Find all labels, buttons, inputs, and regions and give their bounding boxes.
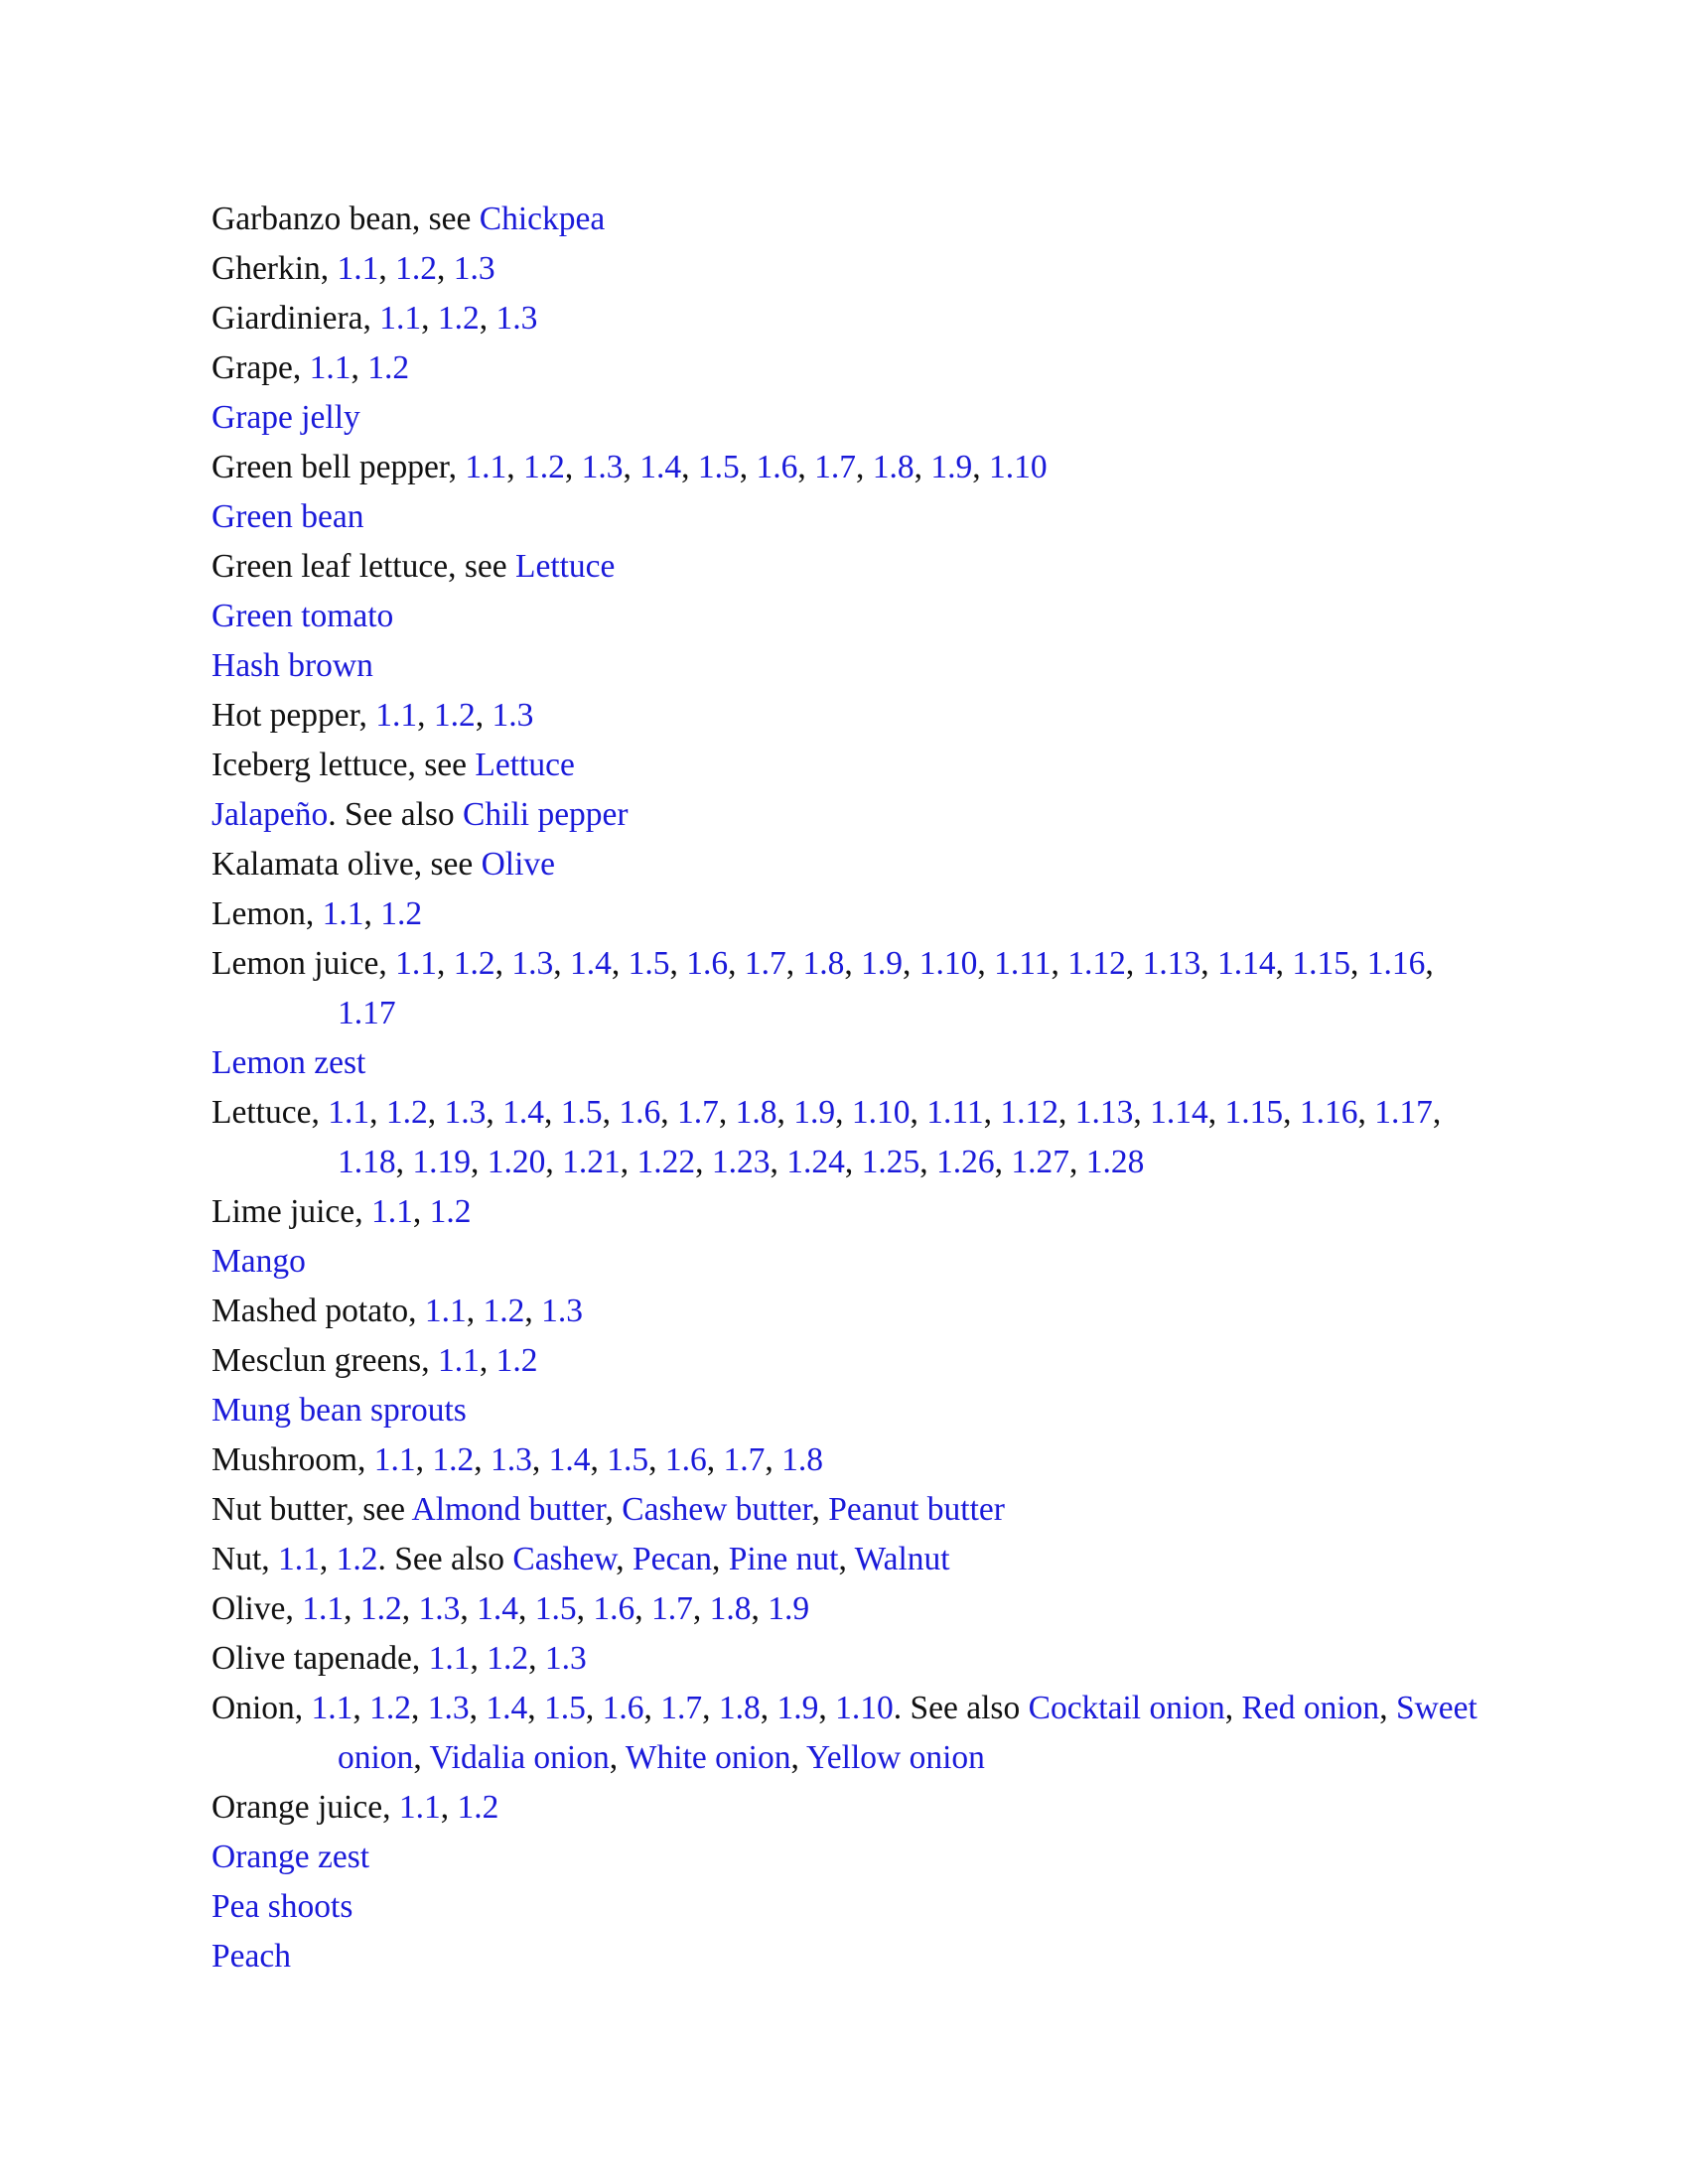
page-ref-link[interactable]: 1.4	[639, 449, 682, 485]
page-ref-link[interactable]: 1.1	[311, 1690, 353, 1726]
page-ref-link[interactable]: 1.4	[486, 1690, 528, 1726]
page-ref-link[interactable]: 1.2	[437, 300, 480, 337]
entry-term-giardiniera: Giardiniera	[211, 300, 363, 337]
page-ref-link[interactable]: 1.3	[427, 1690, 470, 1726]
index-entry	[211, 1038, 1492, 1088]
page-ref-link[interactable]: 1.2	[432, 1441, 475, 1478]
see-also-link-white-onion[interactable]: White onion	[625, 1739, 791, 1776]
index-entry: Gherkin, 1.1, 1.2, 1.3	[211, 250, 495, 287]
page-ref-link[interactable]: 1.19	[412, 1144, 471, 1180]
entry-term-lemon-juice: Lemon juice	[211, 945, 379, 982]
page-ref-link[interactable]: 1.8	[781, 1441, 824, 1478]
entry-link-orange-zest[interactable]: Orange zest	[211, 1839, 370, 1875]
index-entry: Mushroom, 1.1, 1.2, 1.3, 1.4, 1.5, 1.6, 1.7, 1.8	[211, 1441, 824, 1478]
page-ref-link[interactable]: 1.24	[786, 1144, 845, 1180]
page-ref-link[interactable]: 1.10	[918, 945, 978, 982]
page-ref-link[interactable]: 1.6	[756, 449, 798, 485]
page-ref-link[interactable]: 1.25	[861, 1144, 920, 1180]
page-ref-link[interactable]: 1.5	[628, 945, 670, 982]
page-ref-link[interactable]: 1.12	[1067, 945, 1126, 982]
index-entry	[211, 492, 1492, 542]
page-ref-link[interactable]: 1.11	[994, 945, 1052, 982]
page-ref-link[interactable]: 1.6	[664, 1441, 707, 1478]
see-also-link-cashew[interactable]: Cashew	[512, 1541, 617, 1577]
page-ref-link[interactable]: 1.27	[1011, 1144, 1069, 1180]
page-ref-link[interactable]: 1.3	[495, 300, 538, 337]
page-ref-link[interactable]: 1.5	[560, 1094, 603, 1131]
page-ref-link[interactable]: 1.2	[367, 349, 410, 386]
entry-link-green-tomato[interactable]: Green tomato	[211, 598, 394, 634]
page-ref-link[interactable]: 1.20	[487, 1144, 546, 1180]
see-also-link-pecan[interactable]: Pecan	[632, 1541, 712, 1577]
entry-link-pea-shoots[interactable]: Pea shoots	[211, 1888, 353, 1925]
page-ref-link[interactable]: 1.7	[814, 449, 856, 485]
see-also-link-red-onion[interactable]: Red onion	[1241, 1690, 1380, 1726]
entry-link-mango[interactable]: Mango	[211, 1243, 306, 1280]
page-ref-link[interactable]: 1.2	[429, 1193, 472, 1230]
entry-term-olive: Olive	[211, 1590, 286, 1627]
page-ref-link[interactable]: 1.1	[370, 1193, 413, 1230]
index-entry: Jalapeño. See also Chili pepper	[211, 796, 629, 833]
page-ref-link[interactable]: 1.3	[511, 945, 554, 982]
page-ref-link[interactable]: 1.21	[562, 1144, 621, 1180]
page-ref-link[interactable]: 1.10	[989, 449, 1048, 485]
entry-term-garbanzo-bean: Garbanzo bean	[211, 201, 412, 237]
page-ref-link[interactable]: 1.9	[793, 1094, 836, 1131]
page-ref-link[interactable]: 1.3	[453, 250, 495, 287]
entry-term-orange-juice: Orange juice	[211, 1789, 383, 1826]
page-ref-link[interactable]: 1.1	[395, 945, 437, 982]
index-entry	[211, 592, 1492, 641]
entry-link-green-bean[interactable]: Green bean	[211, 498, 364, 535]
page-ref-link[interactable]: 1.4	[548, 1441, 591, 1478]
see-link-cashew-butter[interactable]: Cashew butter	[622, 1491, 812, 1528]
entry-term-onion: Onion	[211, 1690, 295, 1726]
see-also-link-walnut[interactable]: Walnut	[854, 1541, 950, 1577]
page-ref-link[interactable]: 1.1	[309, 349, 352, 386]
page-ref-link[interactable]: 1.5	[544, 1690, 586, 1726]
see-link-olive[interactable]: Olive	[481, 846, 556, 883]
page-ref-link[interactable]: 1.5	[697, 449, 740, 485]
page-ref-link[interactable]: 1.1	[465, 449, 507, 485]
entry-term-hot-pepper: Hot pepper	[211, 697, 359, 734]
entry-term-gherkin: Gherkin	[211, 250, 321, 287]
page-ref-link[interactable]: 1.4	[477, 1590, 518, 1627]
page-ref-link[interactable]: 1.3	[581, 449, 624, 485]
entry-link-lemon-zest[interactable]: Lemon zest	[211, 1044, 366, 1081]
page-ref-link[interactable]: 1.8	[802, 945, 845, 982]
index-entry	[211, 1237, 1492, 1287]
index-entry: Green bell pepper, 1.1, 1.2, 1.3, 1.4, 1.5, 1.6, 1.7, 1.8, 1.9, 1.10	[211, 449, 1048, 485]
page-ref-link[interactable]: 1.6	[602, 1690, 644, 1726]
page-ref-link[interactable]: 1.7	[676, 1094, 719, 1131]
page-ref-link[interactable]: 1.1	[398, 1789, 441, 1826]
entry-term-green-leaf-lettuce: Green leaf lettuce	[211, 548, 449, 585]
index-entry: Onion, 1.1, 1.2, 1.3, 1.4, 1.5, 1.6, 1.7, 1.8, 1.9, 1.10. See also Cocktail onion, Red onion, Sweet onion, Vidalia onion, White onion, Yellow onion	[211, 1690, 1477, 1776]
page-ref-link[interactable]: 1.7	[723, 1441, 766, 1478]
page-ref-link[interactable]: 1.16	[1299, 1094, 1358, 1131]
index-entry	[211, 393, 1492, 443]
page-ref-link[interactable]: 1.2	[395, 250, 438, 287]
page-ref-link[interactable]: 1.13	[1142, 945, 1201, 982]
page-ref-link[interactable]: 1.9	[861, 945, 903, 982]
page-ref-link[interactable]: 1.1	[322, 895, 364, 932]
page-ref-link[interactable]: 1.1	[373, 1441, 416, 1478]
see-also-link-pine-nut[interactable]: Pine nut	[728, 1541, 839, 1577]
entry-term-grape: Grape	[211, 349, 293, 386]
page-ref-link[interactable]: 1.17	[1374, 1094, 1433, 1131]
page-ref-link[interactable]: 1.2	[336, 1541, 378, 1577]
see-also-link-cocktail-onion[interactable]: Cocktail onion	[1028, 1690, 1225, 1726]
page-ref-link[interactable]: 1.2	[369, 1690, 411, 1726]
page-ref-link[interactable]: 1.6	[686, 945, 729, 982]
see-also-link-vidalia-onion[interactable]: Vidalia onion	[429, 1739, 610, 1776]
page-ref-link[interactable]: 1.10	[851, 1094, 911, 1131]
see-also-link-sweet-onion[interactable]: Sweet onion	[338, 1690, 1477, 1776]
index-entry	[211, 1833, 1492, 1882]
page-ref-link[interactable]: 1.1	[437, 1342, 480, 1379]
page-ref-link[interactable]: 1.5	[607, 1441, 649, 1478]
page-ref-link[interactable]: 1.2	[495, 1342, 538, 1379]
page-ref-link[interactable]: 1.7	[650, 1590, 693, 1627]
entry-link-peach[interactable]: Peach	[211, 1938, 291, 1975]
see-link-lettuce[interactable]: Lettuce	[514, 548, 616, 585]
entry-term-nut: Nut	[211, 1541, 262, 1577]
index-entry	[211, 1932, 1492, 1981]
entry-term-mesclun-greens: Mesclun greens	[211, 1342, 422, 1379]
index-entry: Lettuce, 1.1, 1.2, 1.3, 1.4, 1.5, 1.6, 1.7, 1.8, 1.9, 1.10, 1.11, 1.12, 1.13, 1.14, 1.15, 1.16, 1.17, 1.18, 1.19, 1.20, 1.21, 1.22, 1.23, 1.24, 1.25, 1.26, 1.27, 1.28	[211, 1094, 1442, 1180]
page-ref-link[interactable]: 1.16	[1366, 945, 1426, 982]
index-entry: Nut, 1.1, 1.2. See also Cashew, Pecan, Pine nut, Walnut	[211, 1541, 950, 1577]
page-ref-link[interactable]: 1.9	[768, 1590, 810, 1627]
page-ref-link[interactable]: 1.6	[619, 1094, 661, 1131]
page-ref-link[interactable]: 1.26	[936, 1144, 995, 1180]
page-ref-link[interactable]: 1.9	[930, 449, 973, 485]
index-entry: Nut butter, see Almond butter, Cashew butter, Peanut butter	[211, 1491, 1005, 1528]
see-also-link-chili-pepper[interactable]: Chili pepper	[463, 796, 629, 833]
entry-link-mung-bean-sprouts[interactable]: Mung bean sprouts	[211, 1392, 467, 1429]
page-ref-link[interactable]: 1.1	[278, 1541, 320, 1577]
see-link-chickpea[interactable]: Chickpea	[479, 201, 606, 237]
page-ref-link[interactable]: 1.4	[502, 1094, 544, 1131]
entry-link-jalapeno[interactable]: Jalapeño	[211, 796, 329, 833]
entry-link-hash-brown[interactable]: Hash brown	[211, 647, 373, 684]
page-ref-link[interactable]: 1.7	[660, 1690, 703, 1726]
entry-term-lemon: Lemon	[211, 895, 306, 932]
page-ref-link[interactable]: 1.23	[711, 1144, 771, 1180]
page-ref-link[interactable]: 1.8	[735, 1094, 777, 1131]
index-entry	[211, 641, 1492, 691]
index-entry	[211, 1386, 1492, 1435]
entry-term-iceberg-lettuce: Iceberg lettuce	[211, 747, 408, 783]
index-entry: Olive tapenade, 1.1, 1.2, 1.3	[211, 1640, 587, 1677]
page-ref-link[interactable]: 1.5	[534, 1590, 577, 1627]
page-ref-link[interactable]: 1.1	[379, 300, 422, 337]
entry-link-grape-jelly[interactable]: Grape jelly	[211, 399, 360, 436]
index-entry: Green leaf lettuce, see Lettuce	[211, 548, 616, 585]
page-ref-link[interactable]: 1.2	[359, 1590, 402, 1627]
page-ref-link[interactable]: 1.1	[337, 250, 379, 287]
entry-term-kalamata-olive: Kalamata olive	[211, 846, 414, 883]
entry-term-mushroom: Mushroom	[211, 1441, 358, 1478]
see-link-almond-butter[interactable]: Almond butter	[411, 1491, 606, 1528]
page-ref-link[interactable]: 1.2	[433, 697, 476, 734]
see-also-link-yellow-onion[interactable]: Yellow onion	[805, 1739, 985, 1776]
entry-term-olive-tapenade: Olive tapenade	[211, 1640, 412, 1677]
page-ref-link[interactable]: 1.1	[328, 1094, 370, 1131]
page-ref-link[interactable]: 1.3	[541, 1293, 584, 1329]
page-ref-link[interactable]: 1.22	[636, 1144, 696, 1180]
index-entry: Olive, 1.1, 1.2, 1.3, 1.4, 1.5, 1.6, 1.7, 1.8, 1.9	[211, 1590, 810, 1627]
page-ref-link[interactable]: 1.12	[1000, 1094, 1058, 1131]
page-ref-link[interactable]: 1.13	[1074, 1094, 1134, 1131]
page-ref-link[interactable]: 1.1	[302, 1590, 345, 1627]
page-ref-link[interactable]: 1.2	[385, 1094, 428, 1131]
index-entry: Mashed potato, 1.1, 1.2, 1.3	[211, 1293, 584, 1329]
index-entry: Lemon juice, 1.1, 1.2, 1.3, 1.4, 1.5, 1.6, 1.7, 1.8, 1.9, 1.10, 1.11, 1.12, 1.13, 1.14, 1.15, 1.16, 1.17	[211, 945, 1434, 1031]
page-ref-link[interactable]: 1.2	[453, 945, 495, 982]
page-ref-link[interactable]: 1.8	[872, 449, 914, 485]
index-entry: Grape, 1.1, 1.2	[211, 349, 410, 386]
page-ref-link[interactable]: 1.2	[483, 1293, 525, 1329]
page-ref-link[interactable]: 1.2	[457, 1789, 499, 1826]
page-ref-link[interactable]: 1.2	[523, 449, 565, 485]
page-ref-link[interactable]: 1.28	[1085, 1144, 1145, 1180]
page-ref-link[interactable]: 1.15	[1224, 1094, 1284, 1131]
page-ref-link[interactable]: 1.10	[835, 1690, 894, 1726]
index-entry: Orange juice, 1.1, 1.2	[211, 1789, 499, 1826]
entry-term-mashed-potato: Mashed potato	[211, 1293, 409, 1329]
page-ref-link[interactable]: 1.14	[1217, 945, 1276, 982]
entry-term-nut-butter: Nut butter	[211, 1491, 347, 1528]
page-ref-link[interactable]: 1.15	[1292, 945, 1351, 982]
page-ref-link[interactable]: 1.17	[338, 995, 396, 1031]
index-entry: Mesclun greens, 1.1, 1.2	[211, 1342, 538, 1379]
page-ref-link[interactable]: 1.6	[593, 1590, 635, 1627]
index-entry	[211, 1882, 1492, 1932]
entry-term-lettuce: Lettuce	[211, 1094, 312, 1131]
index-entry: Lime juice, 1.1, 1.2	[211, 1193, 472, 1230]
page-ref-link[interactable]: 1.4	[570, 945, 612, 982]
page-ref-link[interactable]: 1.8	[709, 1590, 752, 1627]
page-ref-link[interactable]: 1.1	[424, 1293, 467, 1329]
page-ref-link[interactable]: 1.3	[492, 697, 534, 734]
page-ref-link[interactable]: 1.8	[718, 1690, 761, 1726]
page-ref-link[interactable]: 1.1	[375, 697, 418, 734]
entry-term-lime-juice: Lime juice	[211, 1193, 355, 1230]
index-entry: Lemon, 1.1, 1.2	[211, 895, 423, 932]
page-ref-link[interactable]: 1.11	[926, 1094, 984, 1131]
index-entry: Garbanzo bean, see Chickpea	[211, 201, 606, 237]
page-ref-link[interactable]: 1.3	[418, 1590, 461, 1627]
index-entry: Kalamata olive, see Olive	[211, 846, 556, 883]
see-link-peanut-butter[interactable]: Peanut butter	[828, 1491, 1005, 1528]
index-page	[211, 195, 1492, 1981]
page-ref-link[interactable]: 1.3	[491, 1441, 532, 1478]
page-ref-link[interactable]: 1.14	[1150, 1094, 1208, 1131]
index-entry: Hot pepper, 1.1, 1.2, 1.3	[211, 697, 534, 734]
page-ref-link[interactable]: 1.3	[444, 1094, 487, 1131]
page-ref-link[interactable]: 1.2	[380, 895, 423, 932]
see-link-lettuce[interactable]: Lettuce	[475, 747, 575, 783]
page-ref-link[interactable]: 1.7	[744, 945, 786, 982]
page-ref-link[interactable]: 1.18	[338, 1144, 396, 1180]
page-ref-link[interactable]: 1.3	[544, 1640, 587, 1677]
index-entry: Iceberg lettuce, see Lettuce	[211, 747, 575, 783]
page-ref-link[interactable]: 1.2	[487, 1640, 529, 1677]
entry-term-green-bell-pepper: Green bell pepper	[211, 449, 449, 485]
index-entry: Giardiniera, 1.1, 1.2, 1.3	[211, 300, 538, 337]
page-ref-link[interactable]: 1.9	[776, 1690, 819, 1726]
page-ref-link[interactable]: 1.1	[428, 1640, 471, 1677]
